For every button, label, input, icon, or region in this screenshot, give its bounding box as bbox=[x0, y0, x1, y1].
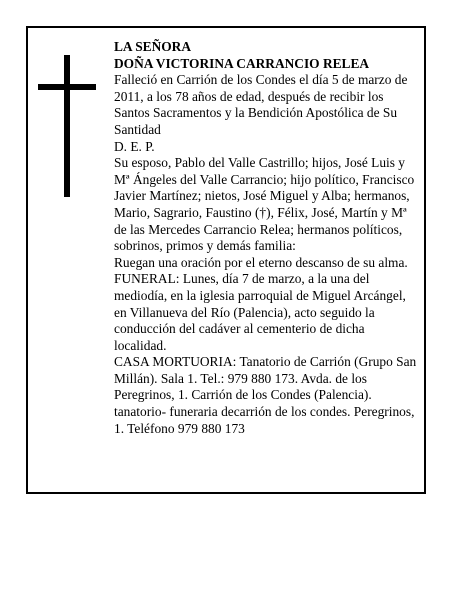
family-paragraph: Su esposo, Pablo del Valle Castrillo; hijos, José Luis y Mª Ángeles del Valle Carrancio; hijo político, Francisco Javier Martínez; nietos, José Miguel y Alba; hermanos, Mario, Sagrario, Faustino (†), Félix, José, Martín y Mª de las Mercedes Carrancio Relea; hermanos políticos, sobrinos, primos y demás familia: bbox=[114, 155, 415, 254]
cross-vertical-bar bbox=[64, 55, 70, 197]
footer-paragraph: tanatorio- funeraria decarrión de los condes. Peregrinos, 1. Teléfono 979 880 173 bbox=[114, 404, 415, 436]
obituary-text bbox=[114, 39, 420, 437]
cross-horizontal-bar bbox=[38, 84, 96, 90]
funeral-paragraph: FUNERAL: Lunes, día 7 de marzo, a la una del mediodía, en la iglesia parroquial de Miguel Arcángel, en Villanueva del Río (Palencia), acto seguido la conducción del cadáver al cementerio de dicha localidad. bbox=[114, 271, 406, 353]
mortuary-paragraph: CASA MORTUORIA: Tanatorio de Carrión (Grupo San Millán). Sala 1. Tel.: 979 880 173. Avda. de los Peregrinos, 1. Carrión de los Condes (Palencia). bbox=[114, 354, 417, 403]
title-line-1: LA SEÑORA bbox=[114, 39, 192, 54]
deceased-name: DOÑA VICTORINA CARRANCIO RELEA bbox=[114, 55, 370, 71]
prayer-request: Ruegan una oración por el eterno descanso de su alma. bbox=[114, 254, 408, 270]
dep-line: D. E. P. bbox=[114, 138, 155, 154]
death-paragraph: Falleció en Carrión de los Condes el día 5 de marzo de 2011, a los 78 años de edad, después de recibir los Santos Sacramentos y la Bendición Apostólica de Su Santidad bbox=[114, 72, 408, 137]
